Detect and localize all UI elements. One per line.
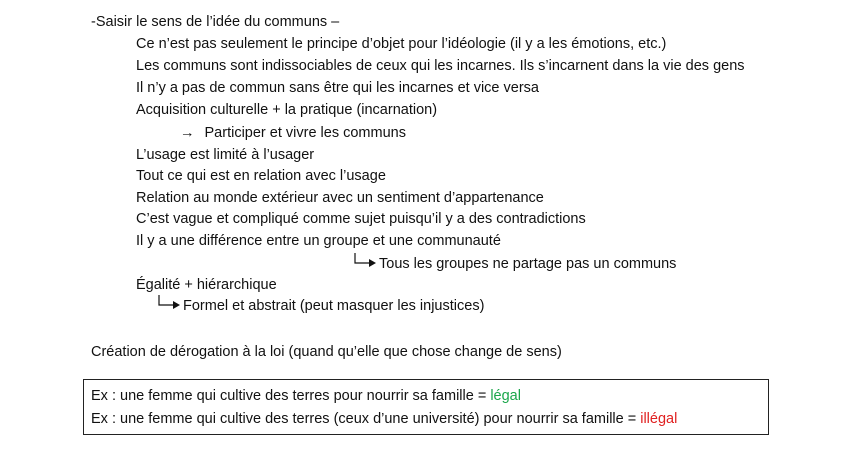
example-2-text: Ex : une femme qui cultive des terres (ceux d’une université) pour nourrir sa famille = xyxy=(91,411,641,427)
elbow-note-text-2: Formel et abstrait (peut masquer les injustices) xyxy=(183,298,485,314)
elbow-note-line-1 xyxy=(353,254,676,274)
illegal-label: illégal xyxy=(640,411,678,427)
arrow-note-text: Participer et vivre les communs xyxy=(204,125,406,141)
note-line-1: Ce n’est pas seulement le principe d’objet pour l’idéologie (il y a les émotions, etc.) xyxy=(136,36,667,52)
note-line-3: Il n’y a pas de commun sans être qui les incarnes et vice versa xyxy=(136,80,539,96)
elbow-arrow-icon xyxy=(157,299,179,313)
note-line-7: Relation au monde extérieur avec un sentiment d’appartenance xyxy=(136,190,544,206)
note-line-8: C’est vague et compliqué comme sujet puisqu’il y a des contradictions xyxy=(136,211,586,227)
note-line-6: Tout ce qui est en relation avec l’usage xyxy=(136,168,386,184)
elbow-note-line-2 xyxy=(157,296,484,316)
note-line-2: Les communs sont indissociables de ceux qui les incarnes. Ils s’incarnent dans la vie des gens xyxy=(136,58,745,74)
elbow-note-text-1: Tous les groupes ne partage pas un communs xyxy=(379,256,677,272)
example-line-2 xyxy=(91,409,677,429)
right-arrow-icon: → xyxy=(180,125,195,141)
derogation-line: Création de dérogation à la loi (quand qu’elle que chose change de sens) xyxy=(91,344,562,360)
arrow-note-line xyxy=(180,123,406,143)
section-heading: -Saisir le sens de l’idée du communs – xyxy=(91,14,340,30)
example-1-text: Ex : une femme qui cultive des terres pour nourrir sa famille = xyxy=(91,388,491,404)
example-box xyxy=(83,379,769,435)
note-line-5: L’usage est limité à l’usager xyxy=(136,147,315,163)
note-line-9: Il y a une différence entre un groupe et une communauté xyxy=(136,233,501,249)
example-line-1 xyxy=(91,386,521,406)
note-line-4: Acquisition culturelle + la pratique (incarnation) xyxy=(136,102,438,118)
note-line-10: Égalité + hiérarchique xyxy=(136,277,277,293)
legal-label: légal xyxy=(490,388,521,404)
elbow-arrow-icon xyxy=(353,257,375,271)
